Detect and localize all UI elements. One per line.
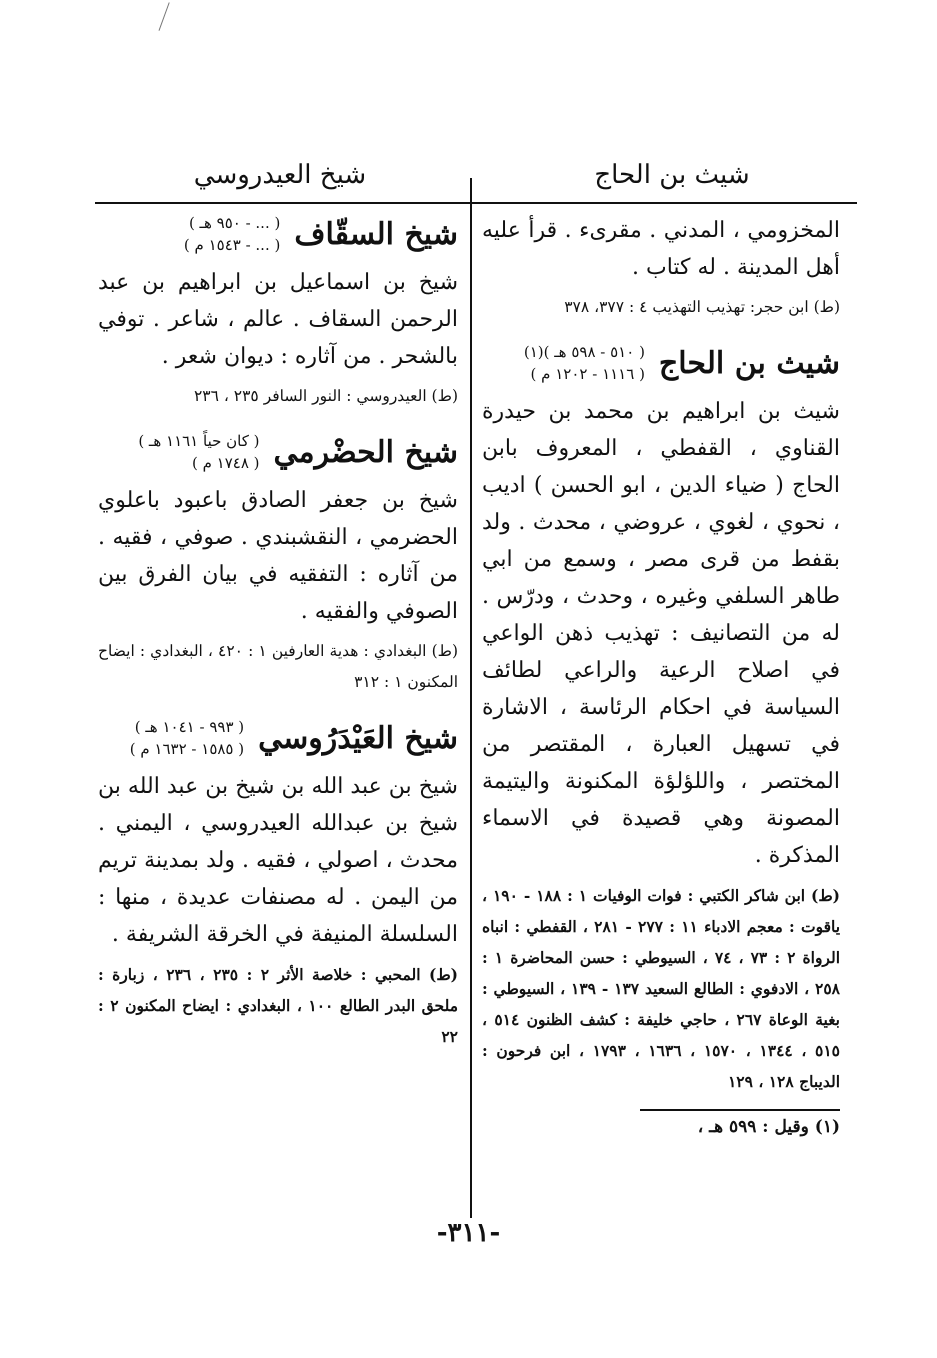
entry-references: (ط) ابن شاكر الكتبي : فوات الوفيات ١ : ١٨٨ - ١٩٠ ، ياقوت : معجم الادباء ١١ : ٢٧٧ - ٢٨١ ، القفطي : انباه الرواة ٢ : ٧٣ ، ٧٤ ، السيوطي : حسن المحاضرة ١ : ٢٥٨ ، الادفوي : الطالع السعيد ١٣٧ - ١٣٩ ، السيوطي : بغية الوعاة ٢٦٧ ، حاجي خليفة : كشف الظنون ٥١٤ ، ٥١٥ ، ١٣٤٤ ، ١٥٧٠ ، ١٦٣٦ ، ١٧٩٣ ، ابن فرحون : الديباج ١٢٨ ، ١٢٩ — [482, 886, 841, 1091]
entry-heading — [482, 341, 840, 385]
entry-references: (ط) المحبي : خلاصة الأثر ٢ : ٢٣٥ ، ٢٣٦ ، زبارة : ملحق البدر الطالع ١٠٠ ، البغدادي : ايضاح المكنون ٢ : ٢٢ — [98, 965, 459, 1046]
entry-dates — [524, 341, 645, 385]
entry-dates — [138, 430, 259, 474]
entry-dates-miladi: ( ١١١٦ - ١٢٠٢ م ) — [530, 365, 645, 383]
running-header-right: شيث بن الحاج — [594, 160, 750, 190]
continuation-reference: (ط) ابن حجر: تهذيب التهذيب ٤ : ٣٧٧، ٣٧٨ — [564, 298, 840, 316]
entry-name: شيخ العَيْدَرُوسي — [258, 720, 458, 756]
running-headers — [95, 160, 857, 200]
continuation-text: المخزومي ، المدني . مقرىء . قرأ عليه أهل المدينة . له كتاب . — [482, 218, 840, 280]
left-column — [98, 212, 458, 1056]
entry-name: شيخ السقّاف — [294, 216, 458, 252]
entry-name: شيخ الحضْرمي — [273, 434, 458, 470]
entry-dates-hijri: ( ... - ٩٥٠ هـ ) — [188, 214, 281, 232]
entry-references: (ط) العيدروسي : النور السافر ٢٣٥ ، ٢٣٦ — [193, 387, 458, 405]
entry-dates-miladi: ( ١٧٤٨ م ) — [191, 454, 260, 472]
entry-dates-miladi: ( ... - ١٥٤٣ م ) — [183, 236, 281, 254]
entry-references: (ط) البغدادي : هدية العارفين ١ : ٤٢٠ ، البغدادي : ايضاح المكنون ١ : ٣١٢ — [98, 642, 459, 691]
footnote: (١) وقيل : ٥٩٩ هـ ، — [640, 1109, 840, 1137]
entry-body: شيخ بن اسماعيل بن ابراهيم بن عبد الرحمن السقاف . عالم ، شاعر . توفي بالشحر . من آثاره : ديوان شعر . — [98, 270, 458, 369]
entry-dates-hijri: ( ٥١٠ - ٥٩٨ هـ )(١) — [523, 343, 645, 361]
running-header-left: شيخ العيدروسي — [193, 160, 367, 190]
entry-heading — [98, 430, 458, 474]
entry-body: شيث بن ابراهيم بن محمد بن حيدرة القناوي ، القفطي ، المعروف بابن الحاج ( ضياء الدين ، ابو الحسن ) اديب ، نحوي ، لغوي ، عروضي ، محدث . ولد بقفط من قرى مصر ، وسمع من ابي طاهر السلفي وغيره ، وحدث ، ودرّس . له من التصانيف : تهذيب ذهن الواعي في اصلاح الرعية والراعي لطائف السياسة في احكام الرئاسة ، الاشارة في تسهيل العبارة ، المقتصر من المختصر ، واللؤلؤة المكنونة واليتيمة المصونة وهي قصيدة في الاسماء المذكرة . — [482, 399, 840, 868]
entry-dates — [130, 716, 244, 760]
entry-dates-hijri: ( ٩٩٣ - ١٠٤١ هـ ) — [134, 718, 245, 736]
page-number: -٣١١- — [436, 1218, 501, 1248]
entry-dates-hijri: ( كان حياً ١١٦١ هـ ) — [138, 432, 260, 450]
stray-pencil-mark — [159, 2, 189, 37]
entry-body: شيخ بن جعفر الصادق باعبود باعلوي الحضرمي ، النقشبندي . صوفي ، فقيه . من آثاره : التفقيه في بيان الفرق بين الصوفي والفقيه . — [98, 488, 458, 624]
entry-dates-miladi: ( ١٥٨٥ - ١٦٣٢ م ) — [129, 740, 245, 758]
entry-dates — [184, 212, 280, 256]
header-rule — [95, 202, 857, 204]
column-divider — [470, 178, 472, 1218]
entry-heading — [98, 716, 458, 760]
entry-name: شيث بن الحاج — [658, 345, 840, 381]
entry-heading — [98, 212, 458, 256]
entry-body: شيخ بن عبد الله بن شيخ بن عبد الله بن شيخ بن عبدالله العيدروسي ، اليمني . محدث ، اصولي ، فقيه . ولد بمدينة تريم من اليمن . له مصنفات عديدة ، منها : السلسلة المنيفة في الخرقة الشريفة . — [98, 774, 458, 947]
right-column — [482, 212, 840, 1137]
